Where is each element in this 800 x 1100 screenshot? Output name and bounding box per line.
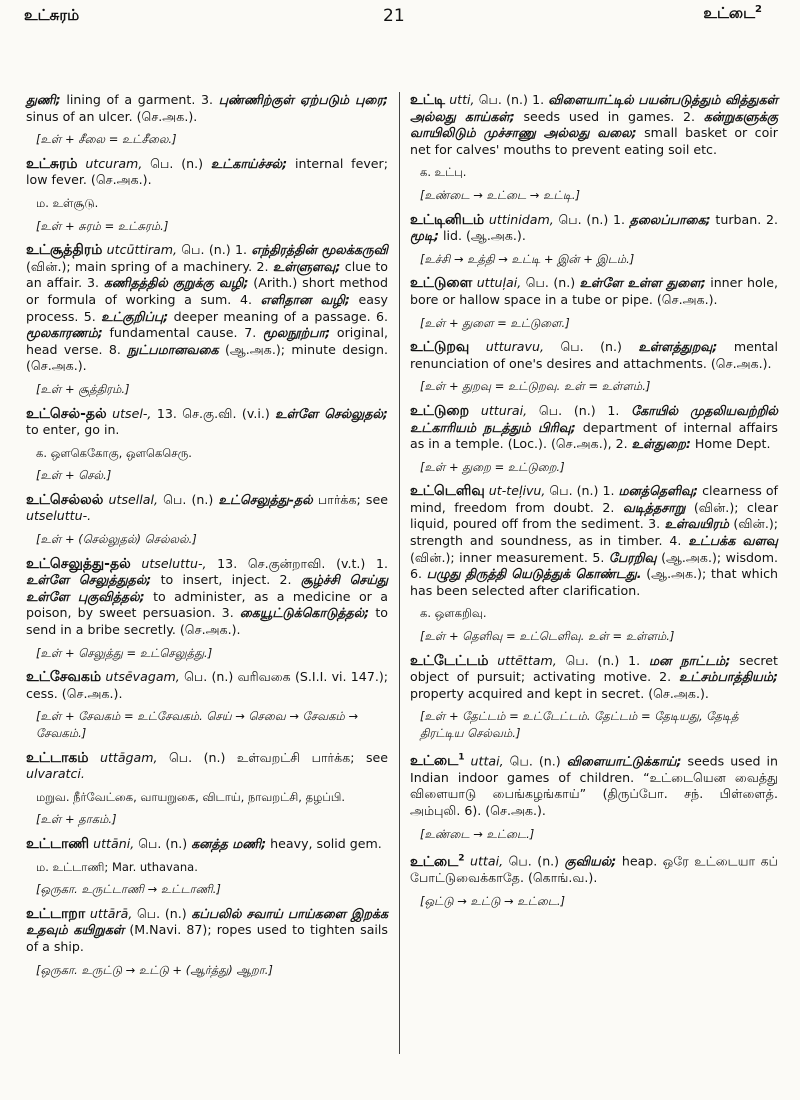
etymology: [உள் + செலுத்து = உட்செலுத்து.] bbox=[36, 645, 213, 660]
tamil-gloss: கனத்த மணி; bbox=[191, 835, 267, 851]
definition-text: heavy, solid gem. bbox=[266, 835, 382, 851]
definition-text: பெ. (n.) bbox=[132, 905, 192, 921]
definition-text: sinus of an ulcer. (செ.அக.). bbox=[26, 108, 198, 124]
transliteration: uttai, bbox=[470, 753, 504, 769]
tamil-gloss: சூழ்ச்சி செய்து உள்ளே புகுவித்தல்; bbox=[26, 572, 388, 604]
transliteration: utsel-, bbox=[112, 405, 152, 421]
page-number: 21 bbox=[383, 6, 405, 26]
headword: உட்டினிடம் bbox=[410, 211, 485, 228]
headword: உட்டாணி bbox=[26, 835, 90, 852]
etymology: [உள் + சீலை = உட்சீலை.] bbox=[36, 132, 177, 147]
etymology: [உள் + துறை = உட்டுறை.] bbox=[420, 459, 565, 474]
definition-text: department of internal affairs as in a temple. (Loc.). (செ.அக.), 2. bbox=[410, 419, 778, 452]
headword: உட்டெளிவு bbox=[410, 483, 485, 500]
transliteration: utturai, bbox=[480, 402, 528, 418]
headword-text: உட்டை bbox=[410, 853, 459, 870]
etymology: [உச்சி → உத்தி → உட்டி + இன் + இடம்.] bbox=[420, 251, 635, 266]
transliteration: utsellal, bbox=[108, 491, 158, 507]
definition-text: பார்க்க; see bbox=[312, 491, 388, 507]
headword: உட்டேட்டம் bbox=[410, 652, 489, 669]
definition-text: internal fever; low fever. (செ.அக.). bbox=[26, 155, 388, 188]
tamil-gloss: உட்குறிப்பு; bbox=[101, 308, 169, 324]
etymology: [உள் + தெளிவு = உட்டெளிவு. உள் = உள்ளம்.] bbox=[420, 629, 675, 644]
entry-uttagam bbox=[26, 750, 388, 783]
headword: உட்செல்லல் bbox=[26, 491, 104, 508]
transliteration: uttai, bbox=[470, 853, 504, 869]
headword-text: உட்டை bbox=[410, 753, 459, 770]
definition-text: easy process. 5. bbox=[26, 291, 389, 324]
entry-uttelivu bbox=[410, 483, 778, 599]
definition-text: (ஆ.அக.); that which has been selected after clarification. bbox=[410, 566, 779, 598]
entry-utturavu bbox=[410, 339, 778, 372]
definition-text: (வின்.); clear liquid, poured off from the sediment. 3. bbox=[410, 499, 779, 532]
entry-utsevagam bbox=[26, 669, 388, 702]
transliteration: uttārā, bbox=[89, 905, 133, 921]
etymology: [உள் + துளை = உட்டுளை.] bbox=[420, 315, 570, 330]
etymology: [உள் + (செல்லுதல்) செல்லல்.] bbox=[36, 532, 197, 547]
etymology: [உள் + சேவகம் = உட்சேவகம். செய் → செவை → சேவகம் → சேவகம்.] bbox=[36, 709, 359, 740]
definition-text: lining of a garment. 3. bbox=[60, 92, 219, 107]
entry-uttettam bbox=[410, 653, 778, 703]
definition-text: to insert, inject. 2. bbox=[151, 572, 301, 588]
tamil-gloss: மூலநூற்பா; bbox=[262, 325, 331, 341]
etymology: [ஒருகா. உருட்டாணி → உட்டாணி.] bbox=[36, 882, 221, 897]
transliteration: uttāgam, bbox=[99, 749, 158, 765]
definition-text: Home Dept. bbox=[690, 436, 771, 452]
headword bbox=[410, 854, 465, 870]
definition-text: (வின்.); strength and soundness, as in timber. 4. bbox=[410, 516, 778, 549]
cognates: ம. உட்டாணி; Mar. uthavana. bbox=[36, 859, 198, 874]
tamil-gloss: கோயில் முதலியவற்றில் உட்காரியம் நடத்தும் பிரிவு; bbox=[410, 402, 778, 435]
definition-text: seeds used in games. 2. bbox=[514, 108, 704, 124]
tamil-gloss: நுட்பமானவகை bbox=[127, 341, 219, 357]
entry-uttai-2 bbox=[410, 850, 778, 887]
transliteration: uttāni, bbox=[93, 835, 135, 851]
entry-uttara bbox=[26, 906, 388, 956]
tamil-gloss: கப்பலில் சவாய் பாய்களை இறக்க உதவும் கயிறுகள் bbox=[26, 905, 389, 938]
headword: உட்டாறா bbox=[26, 905, 86, 922]
headword: உட்செல்-தல் bbox=[26, 405, 107, 422]
transliteration: utcūttiram, bbox=[106, 242, 178, 258]
homograph-number: 1 bbox=[458, 752, 465, 763]
etymology: [உண்டை → உட்டை.] bbox=[420, 826, 535, 841]
entry-utsel bbox=[26, 406, 388, 439]
tamil-gloss: மனத்தெளிவு; bbox=[618, 483, 699, 499]
transliteration: utseluttu-, bbox=[141, 555, 207, 571]
definition-text: பெ. (n.) 1. bbox=[527, 402, 632, 418]
definition-text: to send in a bribe secretly. (செ.அக.). bbox=[26, 605, 389, 638]
definition-text: (Arith.) short method or formula of working a sum. 4. bbox=[26, 275, 388, 307]
definition-text: பெ. (n.) வரிவகை (S.I.I. vi. 147.); cess. (செ.அக.). bbox=[26, 669, 388, 701]
headword: உட்டுறை bbox=[410, 402, 470, 419]
tamil-gloss: உட்சம்பாத்தியம்; bbox=[679, 669, 778, 685]
tamil-gloss: புண்ணிற்குள் ஏற்படும் புரை; bbox=[218, 92, 388, 107]
tamil-gloss: தலைப்பாகை; bbox=[629, 211, 711, 227]
definition-text: inner hole, bore or hallow space in a tube or pipe. (செ.அக.). bbox=[410, 275, 778, 307]
transliteration: utseluttu-. bbox=[26, 508, 92, 524]
definition-text: பெ. (n.) உள்வறட்சி பார்க்க; see bbox=[157, 749, 388, 765]
tamil-gloss: பழுது திருத்தி யெடுத்துக் கொண்டது. bbox=[426, 566, 642, 582]
transliteration: utti, bbox=[449, 92, 475, 107]
etymology: [ஒட்டு → உட்டு → உட்டை.] bbox=[420, 894, 566, 909]
tamil-gloss: வடித்தசாறு bbox=[622, 499, 686, 515]
tamil-gloss: மூடி; bbox=[410, 228, 440, 244]
definition-text: (ஆ.அக.); minute design. (செ.அக.). bbox=[26, 341, 388, 374]
synonyms: மறுவ. நீர்வேட்கை, வாயறுகை, விடாய், நாவறட்சி, தழப்பி. bbox=[36, 789, 346, 804]
definition-text: பெ. (n.) 1. bbox=[556, 652, 649, 668]
definition-text: பெ. (n.) bbox=[503, 753, 567, 769]
tamil-gloss: எந்திரத்தின் மூலக்கருவி bbox=[251, 242, 388, 258]
entry-utcuttiram bbox=[26, 242, 388, 375]
tamil-gloss: குவியல்; bbox=[564, 853, 617, 869]
entry-uttulai bbox=[410, 275, 778, 308]
definition-text: (வின்.); main spring of a machinery. 2. bbox=[26, 258, 273, 274]
tamil-gloss: உள்ளுளவு; bbox=[272, 258, 341, 274]
etymology: [உள் + தாகம்.] bbox=[36, 812, 117, 827]
headword: உட்சேவகம் bbox=[26, 669, 102, 686]
tamil-gloss: மூலகாரணம்; bbox=[26, 325, 103, 341]
definition-text: secret object of pursuit; activating motive. 2. bbox=[410, 652, 778, 685]
tamil-gloss: உள்துறை: bbox=[631, 436, 691, 452]
headword: உட்டி bbox=[410, 92, 445, 108]
tamil-gloss: உட்செலுத்து-தல் bbox=[218, 491, 313, 507]
definition-text: பெ. (n.) 1. bbox=[545, 483, 619, 499]
tamil-gloss: உள்ளே செலுத்துதல்; bbox=[26, 572, 152, 588]
definition-text: small basket or coir net for calves' mouths to prevent eating soil etc. bbox=[410, 125, 778, 157]
cognates: க. உட்பு. bbox=[420, 165, 467, 180]
cognates: ம. உள்சூடு. bbox=[36, 195, 99, 210]
definition-text: பெ. (n.) bbox=[503, 853, 565, 869]
tamil-gloss: உட்காய்ச்சல்; bbox=[210, 155, 288, 171]
tamil-gloss: கன்றுகளுக்கு வாயிலிடும் முச்சாணு அல்லது வலை; bbox=[410, 108, 778, 141]
definition-text: seeds used in Indian indoor games of children. “உட்டையென வைத்து விளையாடு பைங்கழங்காய்” (திருப்போ. சந். பிள்ளைத். அம்புலி. 6). (செ.அக.). bbox=[410, 753, 779, 819]
tamil-gloss: விளையாட்டுக்காய்; bbox=[566, 753, 682, 769]
definition-text: heap. ஒரே உட்டையா கப் போட்டுவைக்காதே. (கொங்.வ.). bbox=[410, 853, 779, 886]
definition-text: 13. செ.குன்றாவி. (v.t.) 1. bbox=[206, 555, 388, 571]
entry-utturai bbox=[410, 403, 778, 453]
headword: உட்டுளை bbox=[410, 275, 473, 292]
definition-text: property acquired and kept in secret. (செ.அக.). bbox=[410, 685, 709, 701]
definition-text: (ஆ.அக.); wisdom. 6. bbox=[410, 549, 778, 582]
tamil-gloss: துணி; bbox=[26, 92, 61, 107]
tamil-gloss: உள்ளே உள்ள துளை; bbox=[579, 275, 706, 291]
entry-continuation bbox=[26, 92, 388, 125]
headword: உட்சூத்திரம் bbox=[26, 242, 103, 259]
etymology: [உள் + துறவு = உட்டுறவு. உள் = உள்ளம்.] bbox=[420, 379, 651, 394]
headword bbox=[410, 753, 465, 769]
headword: உட்சுரம் bbox=[26, 155, 78, 172]
definition-text: பெ. (n.) 1. bbox=[553, 211, 630, 227]
definition-text: fundamental cause. 7. bbox=[102, 325, 263, 341]
definition-text: பெ. (n.) bbox=[157, 491, 219, 507]
definition-text: பெ. (n.) bbox=[142, 155, 211, 171]
definition-text: பெ. (n.) 1. bbox=[177, 242, 252, 258]
definition-text: 13. செ.கு.வி. (v.i.) bbox=[151, 405, 276, 421]
running-head-right-sup: 2 bbox=[755, 4, 762, 15]
entry-utcuram bbox=[26, 156, 388, 189]
transliteration: utcuram, bbox=[85, 155, 143, 171]
etymology: [உள் + சூத்திரம்.] bbox=[36, 381, 130, 396]
tamil-gloss: பேரறிவு bbox=[608, 549, 657, 565]
definition-text: lid. (ஆ.அக.). bbox=[439, 228, 526, 244]
right-column bbox=[410, 92, 778, 918]
tamil-gloss: உட்பக்க வளவு bbox=[688, 533, 778, 549]
running-head-right bbox=[703, 4, 762, 24]
tamil-gloss: மன நாட்டம்; bbox=[648, 652, 731, 668]
definition-text: clearness of mind, freedom from doubt. 2. bbox=[410, 483, 778, 515]
definition-text: பெ. (n.) bbox=[134, 835, 192, 851]
definition-text: (வின்.); inner measurement. 5. bbox=[410, 549, 609, 565]
definition-text: mental renunciation of one's desires and attachments. (செ.அக.). bbox=[410, 339, 779, 371]
definition-text: பெ. (n.) 1. bbox=[474, 92, 549, 107]
headword: உட்டுறவு bbox=[410, 339, 470, 356]
definition-text: to administer, as a medicine or a poison, by sweet persuasion. 3. bbox=[26, 588, 388, 621]
etymology: [உள் + செல்.] bbox=[36, 468, 112, 483]
entry-utsellal bbox=[26, 492, 388, 525]
homograph-number: 2 bbox=[458, 853, 465, 864]
definition-text: பெ. (n.) bbox=[543, 339, 639, 355]
running-head-left: உட்சுரம் bbox=[24, 6, 80, 24]
transliteration: uttinidam, bbox=[488, 211, 554, 227]
etymology: [உண்டை → உட்டை → உட்டி.] bbox=[420, 187, 580, 202]
entry-utseluttu bbox=[26, 556, 388, 639]
entry-uttani bbox=[26, 836, 388, 853]
tamil-gloss: கையூட்டுக்கொடுத்தல்; bbox=[239, 605, 370, 621]
definition-text: பெ. (n.) bbox=[521, 275, 580, 291]
definition-text: turban. 2. bbox=[710, 211, 778, 227]
headword: உட்டாகம் bbox=[26, 749, 89, 766]
column-divider bbox=[399, 92, 400, 1054]
entry-uttai-1 bbox=[410, 750, 778, 820]
etymology: [ஒருகா. உருட்டு → உட்டு + (ஆர்த்து) ஆறா.] bbox=[36, 962, 273, 977]
definition-text: original, head verse. 8. bbox=[26, 325, 388, 357]
transliteration: uttēttam, bbox=[497, 652, 557, 668]
tamil-gloss: விளையாட்டில் பயன்படுத்தும் வித்துகள் அல்லது காய்கள்; bbox=[410, 92, 778, 124]
transliteration: uttuļai, bbox=[476, 275, 522, 291]
entry-uttinidam bbox=[410, 212, 778, 245]
tamil-gloss: எளிதான வழி; bbox=[260, 291, 350, 307]
transliteration: utturavu, bbox=[485, 339, 544, 355]
cognates: க. ஒளகறிவு. bbox=[420, 606, 487, 621]
running-head-right-word: உட்டை bbox=[703, 4, 756, 22]
definition-text: to enter, go in. bbox=[26, 422, 120, 438]
definition-text: (M.Navi. 87); ropes used to tighten sails of a ship. bbox=[26, 922, 388, 954]
cognates: க. ஒளகெகோகு, ஒளகெசெரு. bbox=[36, 445, 192, 460]
etymology: [உள் + சுரம் = உட்சுரம்.] bbox=[36, 218, 169, 233]
transliteration: utsēvagam, bbox=[105, 669, 180, 685]
tamil-gloss: கணிதத்தில் குறுக்கு வழி; bbox=[103, 275, 249, 291]
left-column bbox=[26, 92, 388, 986]
entry-utti bbox=[410, 92, 778, 158]
headword: உட்செலுத்து-தல் bbox=[26, 555, 131, 572]
tamil-gloss: உள்வயிரம் bbox=[664, 516, 729, 532]
etymology: [உள் + தேட்டம் = உட்டேட்டம். தேட்டம் = தேடியது, தேடித் திரட்டிய செல்வம்.] bbox=[420, 709, 739, 740]
definition-text: clue to an affair. 3. bbox=[26, 258, 388, 291]
transliteration: ulvaratci. bbox=[26, 766, 85, 782]
tamil-gloss: உள்ளே செல்லுதல்; bbox=[275, 405, 388, 421]
tamil-gloss: உள்ளத்துறவு; bbox=[638, 339, 718, 355]
transliteration: ut-teļivu, bbox=[488, 483, 546, 499]
definition-text: deeper meaning of a passage. 6. bbox=[168, 308, 388, 324]
